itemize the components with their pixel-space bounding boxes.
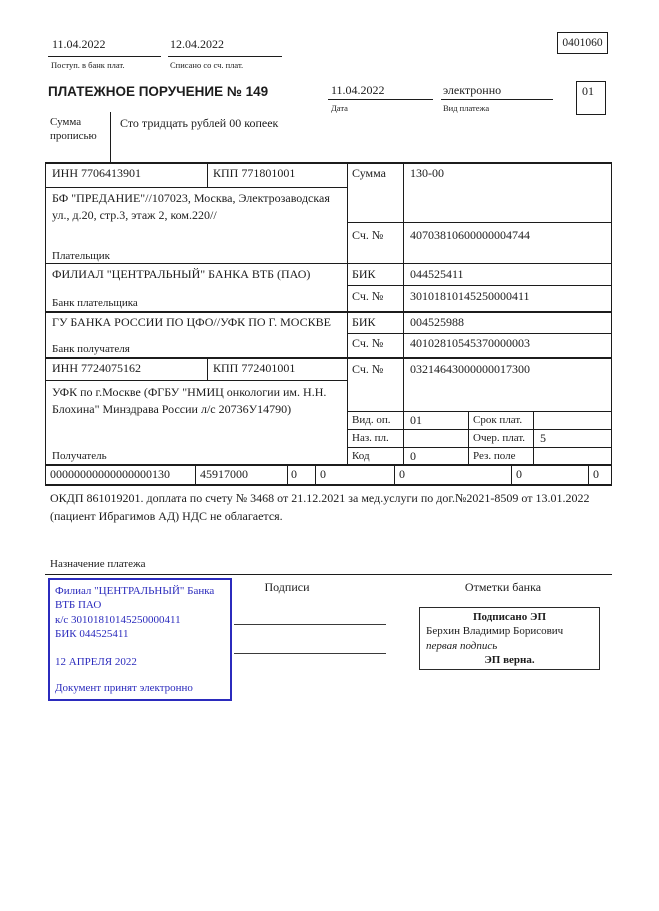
budget-field-7: 0 [593,467,599,481]
stamp-bank-name-line1: Филиал "ЦЕНТРАЛЬНЫЙ" Банка [55,585,215,597]
table-line [45,311,612,313]
payee-kpp: КПП 772401001 [213,361,296,375]
table-line [45,187,347,188]
esign-title: Подписано ЭП [472,611,547,623]
reserve-field-label: Рез. поле [473,450,516,462]
amount-words-value: Сто тридцать рублей 00 копеек [120,116,279,130]
stamp-spacer [55,641,225,655]
table-line [347,333,612,334]
payer-section-label: Плательщик [52,250,110,262]
table-line [195,464,196,486]
table-line [207,162,208,188]
table-line [207,357,208,381]
amount-words-label: Сумма прописью [50,116,97,142]
debited-date-underline [168,56,282,57]
code-value: 0 [410,449,416,463]
stamp-bik: БИК 044525411 [55,627,129,640]
debited-date-value: 12.04.2022 [170,37,224,51]
payer-bank-section-label: Банк плательщика [52,297,138,309]
payer-status-box [576,81,606,115]
table-line [347,411,612,412]
payee-account-label: Сч. № [352,362,384,376]
table-line [45,484,612,486]
stamp-spacer [55,669,225,680]
budget-field-3: 0 [291,467,297,481]
table-line [611,162,612,486]
payee-name: УФК по г.Москве (ФГБУ "НМИЦ онкологии им. Н.Н. Блохина" Минздрава России л/с 20736У14790) [52,385,327,417]
table-line [468,411,469,465]
form-code-box [557,32,608,54]
signature-line-1 [234,624,386,625]
payee-inn: ИНН 7724075162 [52,361,141,375]
payer-name: БФ "ПРЕДАНИЕ"//107023, Москва, Электрозаводская ул., д.20, стр.3, этаж 2, ком.220// [52,191,330,223]
budget-field-4: 0 [320,467,326,481]
table-line [45,380,347,381]
payee-bank-account-value: 40102810545370000003 [410,336,530,350]
payer-kpp: КПП 771801001 [213,166,296,180]
due-date-label: Срок плат. [473,414,523,426]
bank-marks-label: Отметки банка [464,580,542,594]
budget-oktmo: 45917000 [200,467,248,481]
sum-value: 130-00 [410,166,444,180]
stamp-note: Документ принят электронно [55,681,193,694]
document-date-underline [328,99,433,100]
table-line [45,162,46,486]
table-line [45,263,612,264]
op-type-value: 01 [410,413,422,427]
esign-signer-role: первая подпись [426,639,498,652]
sum-label: Сумма [352,166,386,180]
purpose-separator-line [45,574,612,575]
stamp-corr-account: к/с 30101810145250000411 [55,613,181,626]
signature-line-2 [234,653,386,654]
payee-bank-name: ГУ БАНКА РОССИИ ПО ЦФО//УФК ПО Г. МОСКВЕ [52,315,331,329]
payee-section-label: Получатель [52,450,107,462]
document-date-value: 11.04.2022 [331,83,385,97]
payer-inn: ИНН 7706413901 [52,166,141,180]
table-line [403,162,404,465]
table-line [287,464,288,486]
payment-kind-label: Вид платежа [443,103,490,113]
payment-kind-value: электронно [443,83,502,97]
budget-kbk: 00000000000000000130 [50,467,170,481]
esign-signer-name: Берхин Владимир Борисович [426,625,564,638]
payment-kind-underline [441,99,553,100]
bank-stamp [48,578,232,701]
table-line [347,429,612,430]
payee-bank-account-label: Сч. № [352,336,384,350]
table-line [394,464,395,486]
payer-account-value: 40703810600000004744 [410,228,530,242]
priority-value: 5 [540,431,546,445]
payment-purpose-label: Назначение платежа [50,558,146,570]
budget-field-5: 0 [399,467,405,481]
table-line [347,222,612,223]
table-line [533,411,534,465]
table-line [511,464,512,486]
debited-date-label: Списано со сч. плат. [170,60,244,70]
payer-bank-bik-value: 044525411 [410,267,464,281]
document-date-label: Дата [331,103,348,113]
payer-bank-account-label: Сч. № [352,289,384,303]
table-line [347,285,612,286]
table-line [588,464,589,486]
table-line [45,357,612,359]
budget-field-6: 0 [516,467,522,481]
document-title: ПЛАТЕЖНОЕ ПОРУЧЕНИЕ № 149 [48,84,269,99]
op-type-label: Вид. оп. [352,414,391,426]
priority-label: Очер. плат. [473,432,526,444]
payee-account-value: 03214643000000017300 [410,362,530,376]
table-line [347,447,612,448]
received-date-underline [48,56,161,57]
esign-verified: ЭП верна. [484,653,535,666]
table-line [45,162,612,164]
payer-bank-bik-label: БИК [352,267,376,281]
table-line [45,464,612,466]
payer-bank-account-value: 30101810145250000411 [410,289,530,303]
esign-box [419,607,600,670]
payee-bank-bik-value: 004525988 [410,315,464,329]
pay-purpose-code-label: Наз. пл. [352,432,389,444]
amount-words-divider [110,112,111,162]
form-code: 0401060 [562,37,603,49]
stamp-bank-name-line2: ВТБ ПАО [55,599,102,612]
signatures-label: Подписи [264,580,310,594]
received-date-value: 11.04.2022 [52,37,106,51]
received-date-label: Поступ. в банк плат. [51,60,125,70]
payee-bank-bik-label: БИК [352,315,376,329]
stamp-date: 12 АПРЕЛЯ 2022 [55,656,137,669]
table-line [347,162,348,465]
table-line [315,464,316,486]
payment-purpose-note: ОКДП 861019201. доплата по счету № 3468 от 21.12.2021 за мед.услуги по дог.№2021-8509 от 13.01.2022 (пациент Ибрагимов АД) НДС не облагается. [50,491,590,523]
code-label: Код [352,450,370,462]
payer-status-code: 01 [582,84,594,98]
payer-bank-name: ФИЛИАЛ "ЦЕНТРАЛЬНЫЙ" БАНКА ВТБ (ПАО) [52,267,311,281]
payee-bank-section-label: Банк получателя [52,343,130,355]
payer-account-label: Сч. № [352,228,384,242]
